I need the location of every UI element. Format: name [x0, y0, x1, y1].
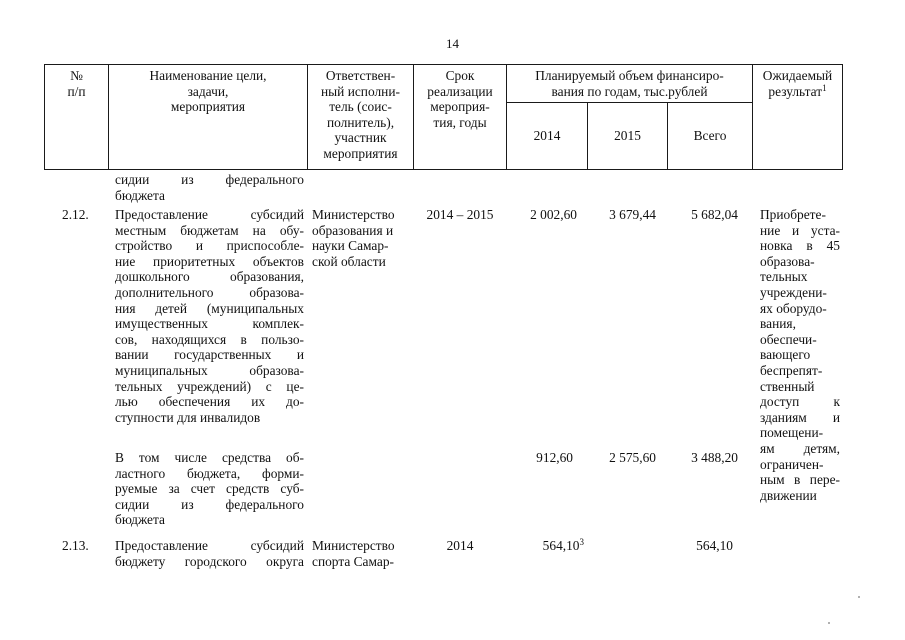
header-col-2015: 2015 — [614, 128, 641, 143]
row-period: 2014 – 2015 — [426, 207, 494, 222]
scan-speck — [858, 596, 860, 598]
row-number: 2.13. — [62, 538, 89, 553]
continuation-name: сидии из федерального бюджета — [115, 172, 304, 203]
row-subtotal-2015: 2 575,60 — [609, 450, 656, 465]
header-top-border — [44, 64, 843, 65]
page-number: 14 — [446, 36, 459, 51]
header-col-funding: Планируемый объем финансиро- вания по годам, тыс.рублей — [535, 68, 724, 99]
row-subtotal-name: В том числе средства об- ластного бюджета, форми- руемые за счет средств суб- сидии из федерального бюджета — [115, 450, 304, 528]
col-border — [842, 64, 843, 170]
row-result: Приобрете- ние и уста- новка в 45 образова- тельных учреждени- ях оборудо- вания, обеспечи- вающего беспрепят- ственный доступ к зданиям и помещени- ям детям, ограничен- ным в пере- движении — [760, 207, 840, 503]
header-col-number: № п/п — [67, 68, 86, 99]
row-value-2014: 2 002,60 — [530, 207, 577, 222]
row-value-total: 5 682,04 — [691, 207, 738, 222]
row-value-2014: 564,10$^3$ — [542, 537, 584, 553]
row-subtotal-total: 3 488,20 — [691, 450, 738, 465]
row-executor: Министерство спорта Самар- — [312, 538, 395, 569]
scan-speck — [828, 622, 830, 624]
header-col-executor: Ответствен- ный исполни- тель (соис- полнитель), участник мероприятия — [321, 68, 400, 161]
row-subtotal-2014: 912,60 — [536, 450, 573, 465]
footnote-marker: 3 — [579, 537, 584, 547]
row-name: Предоставление субсидий местным бюджетам на обу- стройство и приспособле- ние приоритетных объектов дошкольного образования, дополнительного образова- ния детей (муниципальных имущественных комплек- сов, находящихся в пользо- вании государственных и муниципальных образова- тельных учреждений) с це- лью обеспечения их до- ступности для инвалидов — [115, 207, 304, 425]
header-col-name: Наименование цели, задачи, мероприятия — [149, 68, 267, 115]
row-executor: Министерство образования и науки Самар- ской области — [312, 207, 395, 269]
header-col-result: Ожидаемый результат$^1$ — [762, 68, 833, 99]
row-value-2015: 3 679,44 — [609, 207, 656, 222]
funding-subheader-border — [506, 102, 752, 103]
row-period: 2014 — [446, 538, 474, 553]
header-col-2014: 2014 — [533, 128, 561, 143]
row-value-total: 564,10 — [696, 538, 733, 553]
row-name: Предоставление субсидий бюджету городского округа — [115, 538, 304, 569]
header-bottom-border — [44, 169, 843, 170]
header-col-total: Всего — [693, 128, 727, 143]
header-col-period: Срок реализации мероприя- тия, годы — [427, 68, 493, 130]
row-number: 2.12. — [62, 207, 89, 222]
